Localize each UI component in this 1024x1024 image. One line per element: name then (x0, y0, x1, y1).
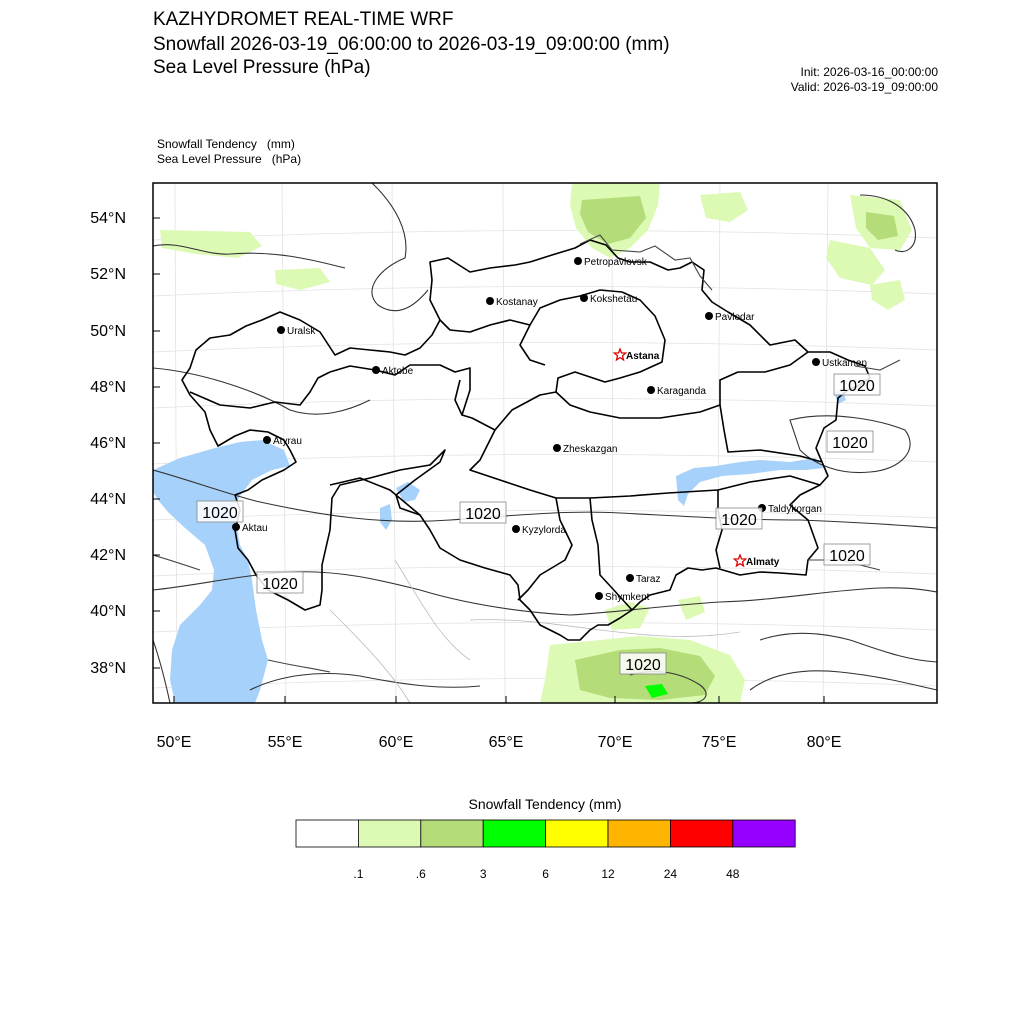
city-astana (614, 349, 659, 362)
city-pavlodar (705, 312, 755, 323)
capital-star-icon (614, 349, 625, 360)
city-dot-icon (705, 312, 713, 320)
city-dot-icon (553, 444, 561, 452)
city-aktobe (372, 366, 414, 377)
lon-label-0: 50°E (156, 734, 192, 751)
city-dot-icon (580, 294, 588, 302)
city-label: Zheskazgan (563, 444, 618, 455)
city-label: Aktau (242, 523, 268, 534)
city-markers (232, 257, 867, 603)
svg-text:1020: 1020 (262, 576, 298, 593)
svg-text:1020: 1020 (465, 506, 501, 523)
city-label: Karaganda (657, 386, 706, 397)
map-content (153, 183, 937, 703)
city-label: Shymkent (605, 592, 650, 603)
city-dot-icon (812, 358, 820, 366)
colorbar-tick-label: 48 (726, 867, 740, 881)
isobar-label (460, 502, 506, 523)
city-label: Uralsk (287, 326, 316, 337)
city-dot-icon (263, 436, 271, 444)
city-label: Pavlodar (715, 312, 755, 323)
colorbar-swatch (483, 820, 545, 847)
lon-label-3: 65°E (488, 734, 524, 751)
isobar-label (716, 508, 762, 529)
colorbar-swatch (733, 820, 795, 847)
city-shymkent (595, 592, 650, 603)
city-taraz (626, 574, 660, 585)
city-label: Almaty (746, 557, 780, 568)
colorbar-tick-label: 24 (663, 867, 678, 881)
init-time: Init: 2026-03-16_00:00:00 (800, 65, 938, 79)
lat-label-1: 52°N (90, 266, 126, 283)
city-dot-icon (574, 257, 582, 265)
city-dot-icon (626, 574, 634, 582)
city-taldykorgan (758, 504, 822, 515)
colorbar-swatch (421, 820, 483, 847)
svg-text:1020: 1020 (721, 512, 757, 529)
colorbar-swatch (546, 820, 608, 847)
city-dot-icon (372, 366, 380, 374)
colorbar-tick-label: 12 (601, 867, 615, 881)
city-dot-icon (277, 326, 285, 334)
city-dot-icon (647, 386, 655, 394)
lat-label-3: 48°N (90, 379, 126, 396)
capital-star-icon (734, 555, 745, 566)
city-label: Aktobe (382, 366, 414, 377)
lat-label-7: 40°N (90, 603, 126, 620)
city-kyzylorda (512, 525, 566, 536)
colorbar (296, 820, 795, 847)
city-label: Petropavlovsk (584, 257, 647, 268)
isobar-labels (197, 374, 880, 674)
lon-label-5: 75°E (701, 734, 737, 751)
isobar-label (257, 572, 303, 593)
water-bodies (153, 388, 846, 703)
graticule (153, 183, 937, 703)
colorbar-swatch (358, 820, 420, 847)
city-label: Ustkamen (822, 358, 868, 369)
lat-label-2: 50°N (90, 323, 126, 340)
city-label: Kyzylorda (522, 525, 566, 536)
colorbar-swatch (296, 820, 358, 847)
city-karaganda (647, 386, 706, 397)
isobar-label (620, 653, 666, 674)
colorbar-title: Snowfall Tendency (mm) (468, 796, 622, 812)
city-dot-icon (595, 592, 603, 600)
map-frame (153, 183, 937, 703)
lon-label-4: 70°E (597, 734, 633, 751)
colorbar-tick-label: 6 (542, 867, 549, 881)
isobars (153, 183, 937, 703)
snowfall-title: Snowfall 2026-03-19_06:00:00 to 2026-03-19_09:00:00 (mm) (153, 34, 670, 55)
city-label: Taldykorgan (768, 504, 822, 515)
lat-label-6: 42°N (90, 547, 126, 564)
lon-label-6: 80°E (806, 734, 842, 751)
city-label: Kokshetau (590, 294, 638, 305)
city-petropavlovsk (574, 257, 648, 268)
city-kokshetau (580, 294, 637, 305)
map-title: KAZHYDROMET REAL-TIME WRF (153, 9, 454, 30)
svg-text:1020: 1020 (832, 435, 868, 452)
isobar-label (824, 544, 870, 565)
svg-text:1020: 1020 (625, 657, 661, 674)
svg-text:1020: 1020 (839, 378, 875, 395)
lat-label-4: 46°N (90, 435, 126, 452)
isobar-label (834, 374, 880, 395)
city-dot-icon (512, 525, 520, 533)
colorbar-swatch (670, 820, 732, 847)
pressure-title: Sea Level Pressure (hPa) (153, 57, 371, 78)
city-label: Kostanay (496, 297, 538, 308)
city-kostanay (486, 297, 538, 308)
city-dot-icon (232, 523, 240, 531)
svg-text:1020: 1020 (829, 548, 865, 565)
lon-label-1: 55°E (267, 734, 303, 751)
valid-time: Valid: 2026-03-19_09:00:00 (790, 80, 938, 94)
colorbar-swatch (608, 820, 670, 847)
colorbar-tick-label: .6 (415, 867, 426, 881)
colorbar-tick-label: 3 (479, 867, 487, 881)
lat-label-5: 44°N (90, 491, 126, 508)
city-almaty (734, 555, 779, 568)
city-label: Taraz (636, 574, 661, 585)
colorbar-tick-label: .1 (353, 867, 364, 881)
lon-label-2: 60°E (378, 734, 414, 751)
isobar-label (197, 501, 243, 522)
city-label: Atyrau (273, 436, 302, 447)
field-label-pressure: Sea Level Pressure (hPa) (157, 152, 302, 166)
city-ustkamen (812, 358, 867, 369)
city-dot-icon (486, 297, 494, 305)
lat-label-0: 54°N (90, 210, 126, 227)
city-label: Astana (626, 351, 660, 362)
field-label-snowfall: Snowfall Tendency (mm) (157, 137, 295, 151)
lat-label-8: 38°N (90, 660, 126, 677)
city-zheskazgan (553, 444, 617, 455)
svg-text:1020: 1020 (202, 505, 238, 522)
isobar-label (827, 431, 873, 452)
